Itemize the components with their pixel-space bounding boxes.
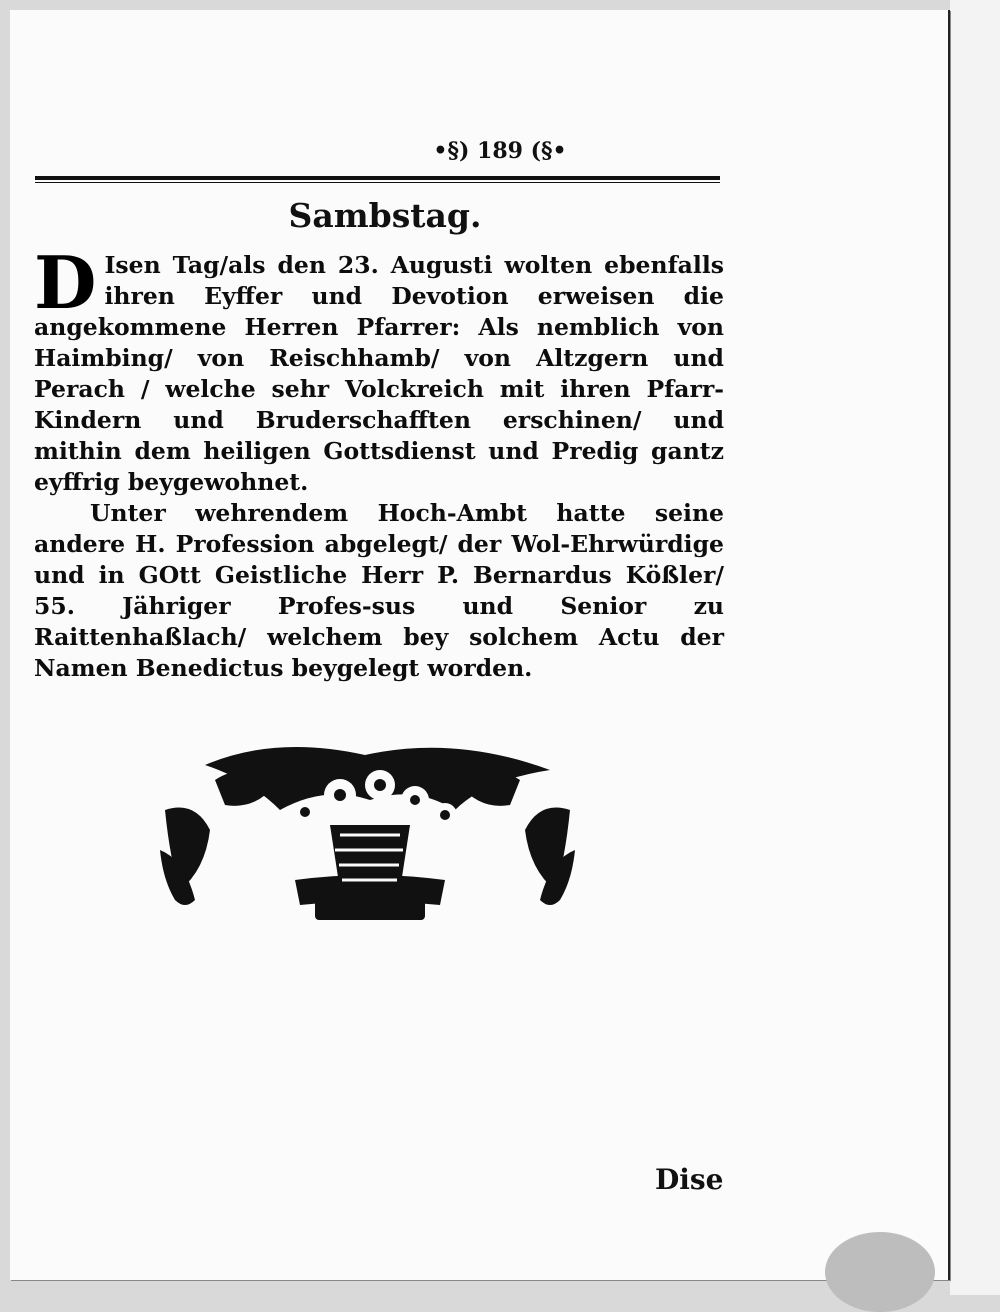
drop-cap: D	[34, 240, 97, 325]
header-rule	[35, 176, 720, 183]
catchword: Dise	[655, 1163, 724, 1196]
flower-basket-vignette-icon	[155, 740, 580, 935]
body-text	[34, 240, 724, 684]
paragraph-1	[34, 240, 724, 498]
paragraph-1-text: Isen Tag/als den 23. Augusti wolten ebenfalls ihren Eyffer und Devotion erweisen die angekommene Herren Pfarrer: Als nemblich von Haimbing/ von Reischhamb/ von Altzgern und Perach / welche sehr Volckreich mit ihren Pfarr-Kindern und Bruderschafften erschinen/ und mithin dem heiligen Gottsdienst und Predig gantz eyffrig beygewohnet.	[34, 251, 724, 496]
paragraph-2: Unter wehrendem Hoch-Ambt hatte seine andere H. Profession abgelegt/ der Wol-Ehrwürdige und in GOtt Geistliche Herr P. Bernardus Kößler/ 55. Jähriger Profes-sus und Senior zu Raittenhaßlach/ welchem bey solchem Actu der Namen Benedictus beygelegt worden.	[34, 499, 724, 682]
scanner-thumb-shadow	[825, 1232, 935, 1312]
page-title: Sambstag.	[288, 196, 482, 235]
scan-margin	[950, 0, 1000, 1295]
page-number-header: •§) 189 (§•	[433, 138, 567, 164]
